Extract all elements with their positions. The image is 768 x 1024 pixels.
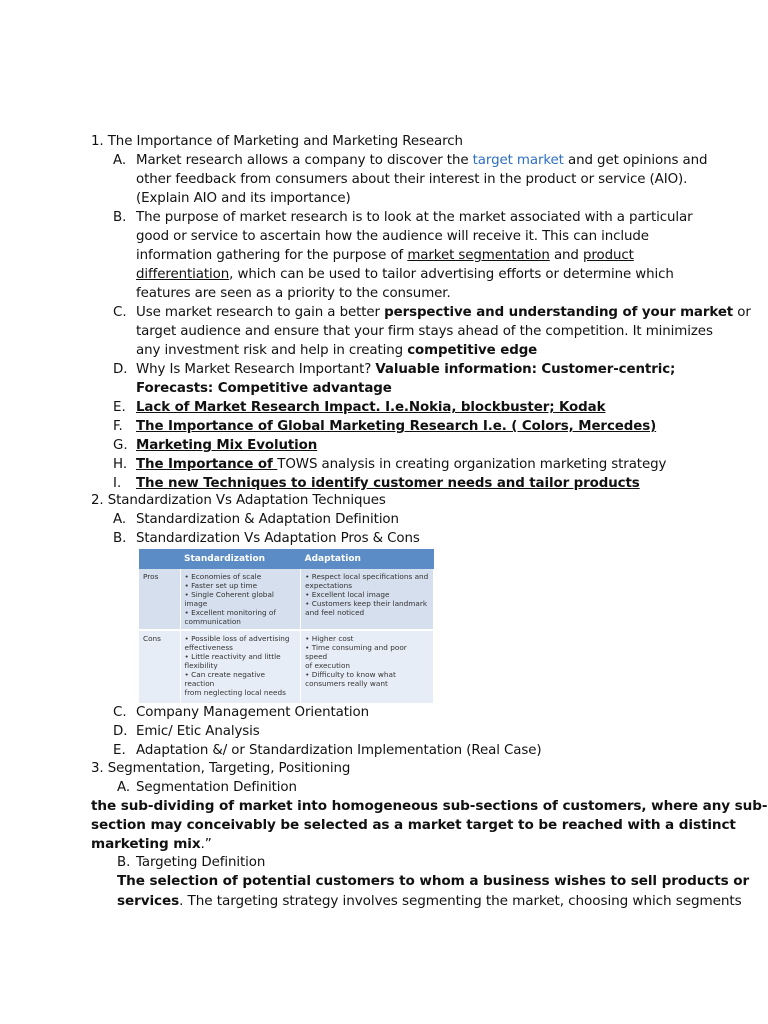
list-item-text: Company Management Orientation bbox=[136, 705, 370, 720]
table-cell-line: • Customers keep their landmark bbox=[305, 599, 428, 608]
list-marker: D. bbox=[113, 724, 128, 739]
text-run: competitive edge bbox=[407, 343, 538, 358]
text-run: Forecasts: Competitive advantage bbox=[136, 381, 392, 396]
text-run: services bbox=[117, 893, 180, 909]
list-marker: C. bbox=[113, 305, 127, 320]
text-run: or bbox=[733, 305, 751, 320]
table-cell-line: • Little reactivity and little bbox=[184, 652, 281, 661]
list-marker: E. bbox=[113, 743, 126, 758]
text-run: .” bbox=[200, 836, 212, 852]
text-run: Lack of Market Research Impact. I.e.Nokia, blockbuster; Kodak bbox=[136, 400, 606, 415]
row-label-pros: Pros bbox=[139, 569, 180, 630]
list-item-line bbox=[136, 151, 707, 170]
list-marker: A. bbox=[117, 780, 131, 795]
text-run: and bbox=[549, 248, 583, 263]
text-run: perspective and understanding of your market bbox=[384, 305, 734, 320]
table-cell-line: communication bbox=[184, 617, 241, 626]
list-marker: B. bbox=[113, 210, 127, 225]
text-run: any investment risk and help in creating bbox=[136, 343, 408, 358]
table-cell-line: flexibility bbox=[184, 661, 218, 670]
table-row-cons bbox=[139, 630, 434, 703]
list-item-line bbox=[136, 379, 392, 398]
text-run: The purpose of market research is to look at the market associated with a particular bbox=[136, 210, 693, 225]
table-cell-line: expectations bbox=[305, 581, 353, 590]
list-marker: F. bbox=[113, 419, 123, 434]
table-cell-line: • Higher cost bbox=[305, 634, 354, 643]
list-item-line bbox=[136, 398, 605, 417]
list-item-line bbox=[136, 189, 351, 208]
table-cell-line: of execution bbox=[305, 661, 351, 670]
list-item-text: Emic/ Etic Analysis bbox=[136, 724, 260, 739]
segmentation-definition-heading: Segmentation Definition bbox=[136, 780, 297, 795]
list-item-line bbox=[136, 227, 649, 246]
list-marker: H. bbox=[113, 457, 128, 472]
text-run: the sub-dividing of market into homogeneous sub-sections of customers, where any sub- bbox=[91, 798, 768, 814]
list-item-text: Standardization & Adaptation Definition bbox=[136, 512, 399, 527]
section3-heading: 3. Segmentation, Targeting, Positioning bbox=[91, 761, 351, 776]
text-run: target audience and ensure that your firm stays ahead of the competition. It minimizes bbox=[136, 324, 713, 339]
list-item-line bbox=[136, 360, 675, 379]
text-run: marketing mix bbox=[91, 836, 201, 852]
list-item-line bbox=[136, 208, 693, 227]
text-run: information gathering for the purpose of bbox=[136, 248, 408, 263]
definition-line bbox=[91, 816, 736, 835]
text-run: The Importance of bbox=[136, 457, 278, 472]
table-header-empty bbox=[139, 549, 180, 569]
text-run: The selection of potential customers to whom a business wishes to sell products or bbox=[117, 873, 750, 889]
table-cell-line: • Single Coherent global bbox=[184, 590, 274, 599]
text-run: Why Is Market Research Important? bbox=[136, 362, 376, 377]
table-row-pros bbox=[139, 569, 434, 630]
cons-standardization-cell bbox=[180, 630, 301, 703]
list-item-line bbox=[136, 417, 656, 436]
list-marker: G. bbox=[113, 438, 128, 453]
text-run: TOWS analysis in creating organization marketing strategy bbox=[277, 457, 667, 472]
table-cell-line: • Time consuming and poor speed bbox=[305, 643, 407, 661]
text-run: The Importance of Global Marketing Research I.e. ( Colors, Mercedes) bbox=[136, 419, 657, 434]
pros-cons-table bbox=[139, 549, 434, 703]
definition-line bbox=[117, 872, 749, 891]
list-item-line bbox=[136, 246, 634, 265]
table-cell-line: consumers really want bbox=[305, 679, 388, 688]
list-item-line bbox=[136, 284, 451, 303]
table-cell-line: • Excellent monitoring of bbox=[184, 608, 276, 617]
list-item-line bbox=[136, 265, 674, 284]
definition-line bbox=[91, 835, 212, 854]
list-marker: A. bbox=[113, 153, 127, 168]
text-run: good or service to ascertain how the audience will receive it. This can include bbox=[136, 229, 649, 244]
text-run: . The targeting strategy involves segmenting the market, choosing which segments bbox=[179, 893, 742, 909]
pros-adaptation-cell bbox=[301, 569, 434, 630]
list-marker: I. bbox=[113, 476, 122, 491]
table-header-adaptation: Adaptation bbox=[301, 549, 434, 569]
text-run: Valuable information: Customer-centric; bbox=[375, 362, 676, 377]
text-run: Marketing Mix Evolution bbox=[136, 438, 318, 453]
list-item-line bbox=[136, 170, 687, 189]
list-item-text: Adaptation &/ or Standardization Implementation (Real Case) bbox=[136, 743, 542, 758]
text-run: (Explain AIO and its importance) bbox=[136, 191, 351, 206]
text-run: Use market research to gain a better bbox=[136, 305, 385, 320]
table-cell-line: • Excellent local image bbox=[305, 590, 390, 599]
list-marker: B. bbox=[113, 531, 127, 546]
text-run: product bbox=[583, 248, 634, 263]
text-run: and get opinions and bbox=[563, 153, 708, 168]
targeting-definition-heading: Targeting Definition bbox=[136, 855, 266, 870]
table-cell-line: and feel noticed bbox=[305, 608, 365, 617]
list-marker: E. bbox=[113, 400, 126, 415]
definition-line bbox=[117, 892, 742, 911]
text-run: section may conceivably be selected as a market target to be reached with a distinct bbox=[91, 817, 736, 833]
section1-heading: 1. The Importance of Marketing and Marketing Research bbox=[91, 134, 463, 149]
table-header-standardization: Standardization bbox=[180, 549, 301, 569]
text-run: The new Techniques to identify customer needs and tailor products bbox=[136, 476, 640, 491]
list-marker: D. bbox=[113, 362, 128, 377]
cons-adaptation-cell bbox=[301, 630, 434, 703]
table-cell-line: from neglecting local needs bbox=[184, 688, 286, 697]
text-run: market segmentation bbox=[407, 248, 550, 263]
table-cell-line: • Can create negative reaction bbox=[184, 670, 266, 688]
definition-line bbox=[91, 797, 767, 816]
list-item-line bbox=[136, 455, 666, 474]
pros-standardization-cell bbox=[180, 569, 301, 630]
list-item-line bbox=[136, 303, 751, 322]
table-header-row bbox=[139, 549, 434, 569]
table-cell-line: • Economies of scale bbox=[184, 572, 262, 581]
row-label-cons: Cons bbox=[139, 630, 180, 703]
list-marker: A. bbox=[113, 512, 127, 527]
list-item-text: Standardization Vs Adaptation Pros & Cons bbox=[136, 531, 420, 546]
table-cell-line: image bbox=[184, 599, 208, 608]
list-item-line bbox=[136, 341, 537, 360]
list-marker: C. bbox=[113, 705, 127, 720]
text-run: , which can be used to tailor advertising efforts or determine which bbox=[229, 267, 674, 282]
table-cell-line: • Possible loss of advertising bbox=[184, 634, 290, 643]
section2-heading: 2. Standardization Vs Adaptation Techniques bbox=[91, 493, 386, 508]
text-run: features are seen as a priority to the consumer. bbox=[136, 286, 451, 301]
text-run: other feedback from consumers about their interest in the product or service (AIO). bbox=[136, 172, 688, 187]
text-run: Market research allows a company to discover the bbox=[136, 153, 473, 168]
table-cell-line: effectiveness bbox=[184, 643, 233, 652]
list-item-line bbox=[136, 322, 713, 341]
list-item-line bbox=[136, 436, 317, 455]
table-cell-line: • Difficulty to know what bbox=[305, 670, 396, 679]
text-run: differentiation bbox=[136, 267, 230, 282]
table-cell-line: • Respect local specifications and bbox=[305, 572, 429, 581]
table-cell-line: • Faster set up time bbox=[184, 581, 258, 590]
target-market-link[interactable]: target market bbox=[472, 153, 564, 168]
list-marker: B. bbox=[117, 855, 131, 870]
